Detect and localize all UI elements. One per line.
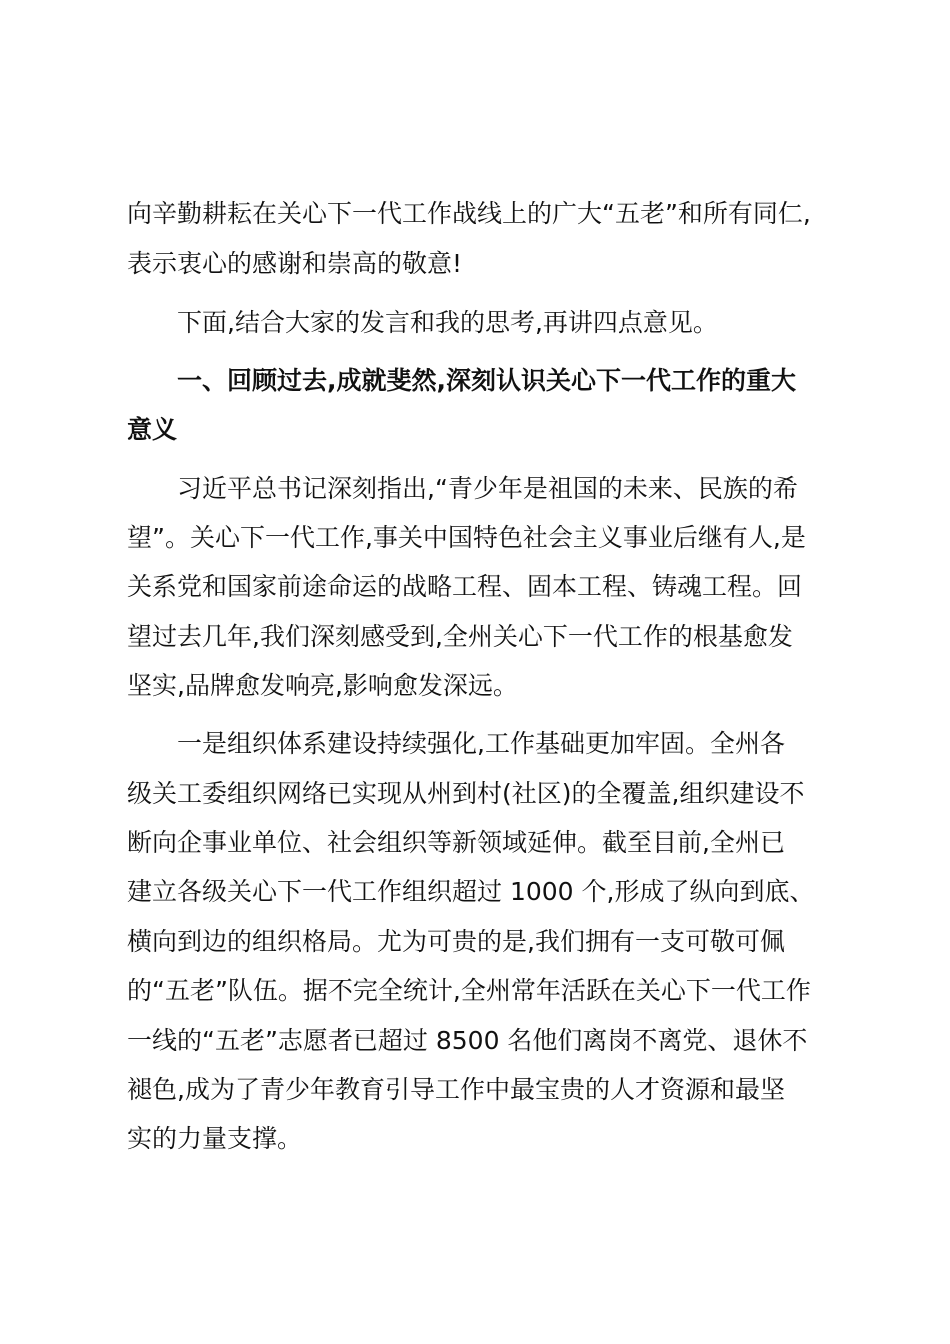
text-line: 横向到边的组织格局。尤为可贵的是,我们拥有一支可敬可佩	[127, 927, 785, 956]
heading-line: 一、回顾过去,成就斐然,深刻认识关心下一代工作的重大	[177, 366, 796, 395]
text-line: 实的力量支撑。	[127, 1124, 303, 1153]
text-line: 表示衷心的感谢和崇高的敬意!	[127, 249, 463, 278]
text-line: 一是组织体系建设持续强化,工作基础更加牢固。全州各	[177, 729, 785, 758]
text-line: 级关工委组织网络已实现从州到村(社区)的全覆盖,组织建设不	[127, 779, 805, 808]
text-line: 褪色,成为了青少年教育引导工作中最宝贵的人才资源和最坚	[127, 1075, 785, 1104]
text-line: 一线的“五老”志愿者已超过 8500 名他们离岗不离党、退休不	[127, 1026, 808, 1055]
text-line: 下面,结合大家的发言和我的思考,再讲四点意见。	[177, 308, 718, 337]
text-line: 的“五老”队伍。据不完全统计,全州常年活跃在关心下一代工作	[127, 976, 811, 1005]
text-line: 望过去几年,我们深刻感受到,全州关心下一代工作的根基愈发	[127, 622, 793, 651]
text-line: 望”。关心下一代工作,事关中国特色社会主义事业后继有人,是	[127, 523, 806, 552]
text-line: 断向企事业单位、社会组织等新领域延伸。截至目前,全州已	[127, 828, 785, 857]
text-line: 关系党和国家前途命运的战略工程、固本工程、铸魂工程。回	[127, 572, 803, 601]
text-line: 习近平总书记深刻指出,“青少年是祖国的未来、民族的希	[177, 474, 798, 503]
text-line: 向辛勤耕耘在关心下一代工作战线上的广大“五老”和所有同仁,	[127, 199, 811, 228]
text-line: 建立各级关心下一代工作组织超过 1000 个,形成了纵向到底、	[127, 877, 815, 906]
text-line: 坚实,品牌愈发响亮,影响愈发深远。	[127, 671, 518, 700]
heading-line: 意义	[127, 415, 178, 444]
